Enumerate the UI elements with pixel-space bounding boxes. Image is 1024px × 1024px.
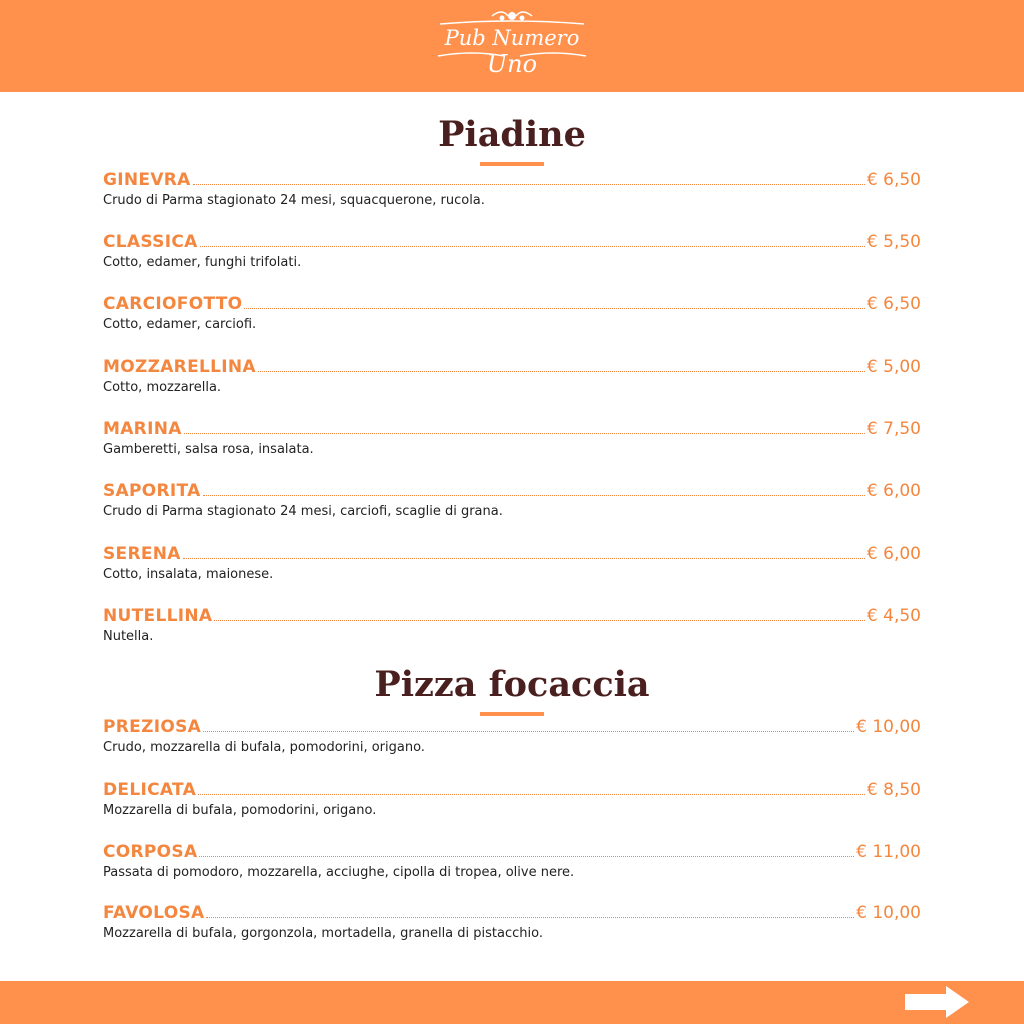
dotted-leader <box>199 856 854 857</box>
menu-item <box>103 544 921 588</box>
menu-item <box>103 357 921 401</box>
menu-item <box>103 232 921 276</box>
item-name: PREZIOSA <box>103 717 202 737</box>
dotted-leader <box>206 917 854 918</box>
item-name: GINEVRA <box>103 170 191 190</box>
item-name: CLASSICA <box>103 232 198 252</box>
dotted-leader <box>184 433 865 434</box>
item-price: € 11,00 <box>856 842 921 862</box>
item-description: Cotto, insalata, maionese. <box>103 567 274 582</box>
item-description: Crudo, mozzarella di bufala, pomodorini, origano. <box>103 740 425 755</box>
header-bar <box>0 0 1024 92</box>
menu-item <box>103 717 921 761</box>
dotted-leader <box>198 794 865 795</box>
item-price: € 10,00 <box>856 903 921 923</box>
item-description: Cotto, mozzarella. <box>103 380 222 395</box>
item-price: € 6,00 <box>866 481 921 501</box>
item-name: CARCIOFOTTO <box>103 294 243 314</box>
menu-item <box>103 170 921 214</box>
item-price: € 4,50 <box>866 606 921 626</box>
item-price: € 5,50 <box>866 232 921 252</box>
item-price: € 6,00 <box>866 544 921 564</box>
menu-item <box>103 294 921 338</box>
right-arrow-icon <box>904 985 970 1019</box>
logo-text-line1: Pub Numero <box>444 26 580 50</box>
dotted-leader <box>183 558 865 559</box>
item-name: DELICATA <box>103 780 197 800</box>
item-description: Cotto, edamer, carciofi. <box>103 317 257 332</box>
menu-item <box>103 606 921 650</box>
dotted-leader <box>200 246 865 247</box>
menu-item <box>103 842 921 886</box>
item-price: € 7,50 <box>866 419 921 439</box>
item-price: € 6,50 <box>866 170 921 190</box>
item-description: Gamberetti, salsa rosa, insalata. <box>103 442 314 457</box>
dotted-leader <box>258 371 865 372</box>
dotted-leader <box>203 731 854 732</box>
dotted-leader <box>193 184 865 185</box>
item-description: Crudo di Parma stagionato 24 mesi, squacquerone, rucola. <box>103 193 485 208</box>
item-description: Crudo di Parma stagionato 24 mesi, carciofi, scaglie di grana. <box>103 504 503 519</box>
item-name: MOZZARELLINA <box>103 357 256 377</box>
item-price: € 8,50 <box>866 780 921 800</box>
item-price: € 5,00 <box>866 357 921 377</box>
section-title-piadine: Piadine <box>438 114 586 155</box>
footer-bar <box>0 981 1024 1024</box>
title-underline <box>480 162 544 166</box>
item-price: € 10,00 <box>856 717 921 737</box>
item-name: FAVOLOSA <box>103 903 205 923</box>
dotted-leader <box>244 308 865 309</box>
item-name: SERENA <box>103 544 181 564</box>
item-price: € 6,50 <box>866 294 921 314</box>
item-name: NUTELLINA <box>103 606 213 626</box>
menu-item <box>103 419 921 463</box>
menu-item <box>103 481 921 525</box>
pub-logo <box>432 6 592 84</box>
next-page-button[interactable] <box>904 985 970 1019</box>
menu-item <box>103 780 921 824</box>
item-description: Mozzarella di bufala, pomodorini, origano. <box>103 803 377 818</box>
item-name: SAPORITA <box>103 481 201 501</box>
logo-text-line2: Uno <box>486 50 538 78</box>
item-description: Passata di pomodoro, mozzarella, acciughe, cipolla di tropea, olive nere. <box>103 865 575 880</box>
menu-item <box>103 903 921 947</box>
item-description: Nutella. <box>103 629 154 644</box>
item-description: Cotto, edamer, funghi trifolati. <box>103 255 302 270</box>
section-title-pizza-focaccia: Pizza focaccia <box>374 664 650 705</box>
item-name: MARINA <box>103 419 182 439</box>
item-description: Mozzarella di bufala, gorgonzola, mortadella, granella di pistacchio. <box>103 926 543 941</box>
title-underline <box>480 712 544 716</box>
item-name: CORPOSA <box>103 842 198 862</box>
dotted-leader <box>203 495 865 496</box>
dotted-leader <box>214 620 865 621</box>
